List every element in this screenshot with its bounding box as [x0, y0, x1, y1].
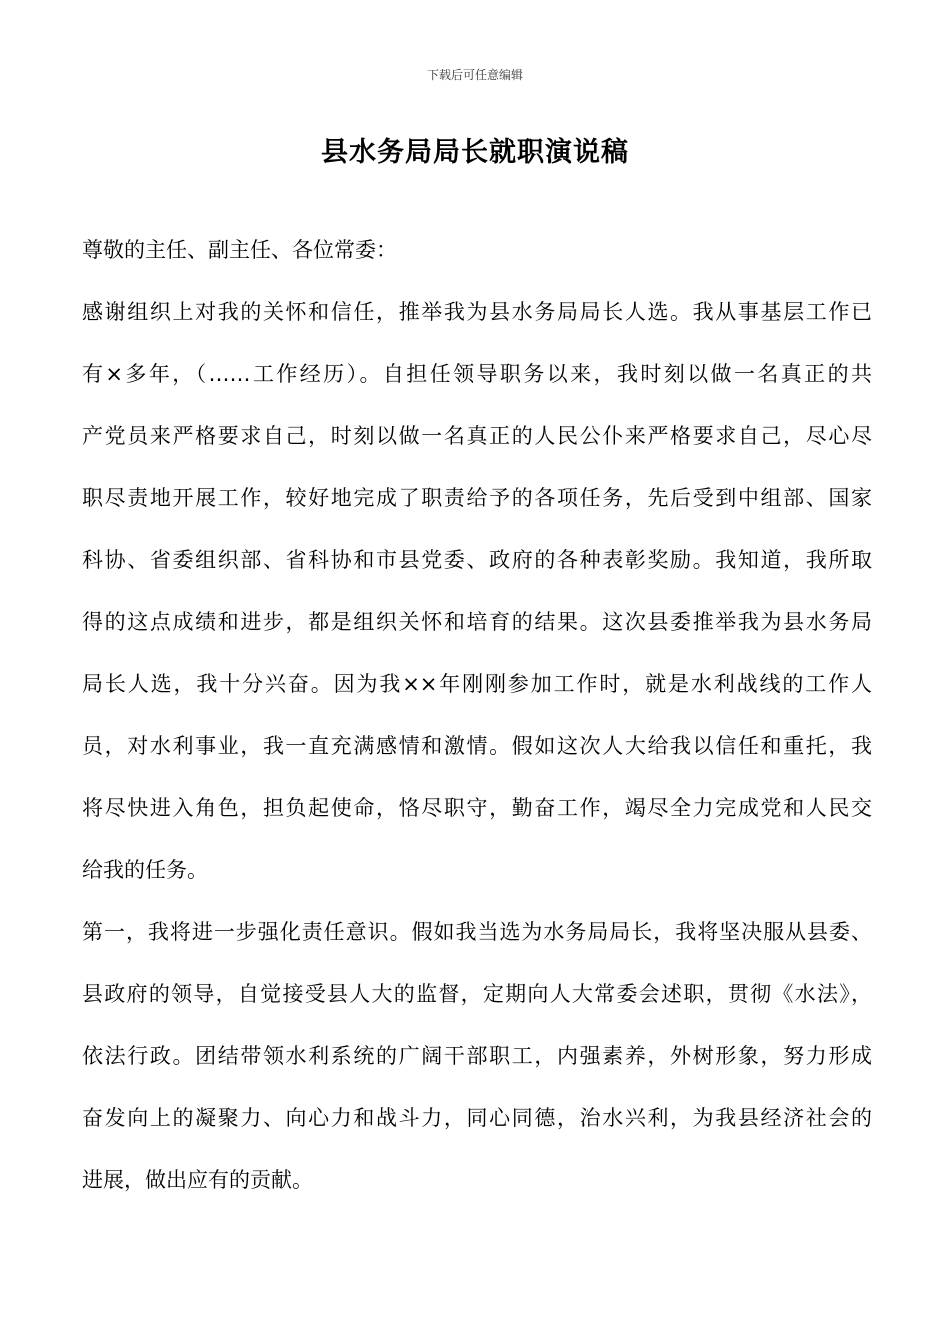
paragraph-line: 依法行政。团结带领水利系统的广阔干部职工，内强素养，外树形象，努力形成 — [82, 1044, 872, 1068]
document-body — [82, 219, 872, 1211]
paragraph-line: 县政府的领导，自觉接受县人大的监督，定期向人大常委会述职，贯彻《水法》， — [82, 982, 872, 1006]
paragraph-line: 进展，做出应有的贡献。 — [82, 1168, 313, 1192]
salutation-line: 尊敬的主任、副主任、各位常委： — [82, 238, 397, 262]
paragraph-line: 员，对水利事业，我一直充满感情和激情。假如这次人大给我以信任和重托，我 — [82, 734, 872, 758]
paragraph-line: 局长人选，我十分兴奋。因为我××年刚刚参加工作时，就是水利战线的工作人 — [82, 672, 872, 696]
paragraph-line: 第一，我将进一步强化责任意识。假如我当选为水务局局长，我将坚决服从县委、 — [82, 920, 872, 944]
header-note: 下载后可任意编辑 — [426, 68, 523, 82]
paragraph-2 — [82, 901, 872, 1211]
paragraph-line: 职尽责地开展工作，较好地完成了职责给予的各项任务，先后受到中组部、国家 — [82, 486, 872, 510]
paragraph-1 — [82, 281, 872, 901]
salutation — [82, 219, 872, 281]
document-title: 县水务局局长就职演说稿 — [321, 137, 629, 168]
paragraph-line: 科协、省委组织部、省科协和市县党委、政府的各种表彰奖励。我知道，我所取 — [82, 548, 872, 572]
paragraph-line: 感谢组织上对我的关怀和信任，推举我为县水务局局长人选。我从事基层工作已 — [82, 300, 872, 324]
paragraph-line: 产党员来严格要求自己，时刻以做一名真正的人民公仆来严格要求自己，尽心尽 — [82, 424, 872, 448]
paragraph-line: 有×多年，（……工作经历）。自担任领导职务以来，我时刻以做一名真正的共 — [82, 362, 872, 386]
paragraph-line: 将尽快进入角色，担负起使命，恪尽职守，勤奋工作，竭尽全力完成党和人民交 — [82, 796, 872, 820]
paragraph-line: 得的这点成绩和进步，都是组织关怀和培育的结果。这次县委推举我为县水务局 — [82, 610, 872, 634]
paragraph-line: 奋发向上的凝聚力、向心力和战斗力，同心同德，治水兴利，为我县经济社会的 — [82, 1106, 872, 1130]
paragraph-line: 给我的任务。 — [82, 858, 208, 882]
